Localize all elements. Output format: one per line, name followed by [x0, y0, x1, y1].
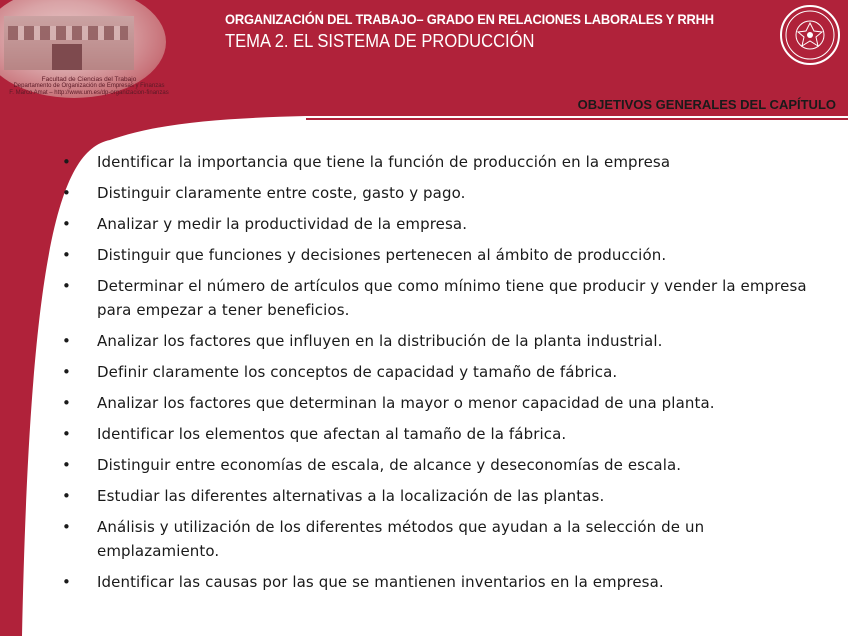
- list-item: • Identificar las causas por las que se mantienen inventarios en la empresa.: [62, 570, 822, 594]
- university-seal-icon: [779, 4, 841, 66]
- faculty-name: Facultad de Ciencias del Trabajo: [41, 76, 137, 83]
- list-item: • Identificar los elementos que afectan al tamaño de la fábrica.: [62, 422, 822, 446]
- building-entrance: [52, 44, 82, 70]
- list-item: • Distinguir claramente entre coste, gasto y pago.: [62, 181, 822, 205]
- slide-header-titles: [225, 11, 756, 52]
- list-item: • Determinar el número de artículos que como mínimo tiene que producir y vender la empresa para empezar a tener beneficios.: [62, 274, 822, 322]
- topic-title: TEMA 2. EL SISTEMA DE PRODUCCIÓN: [225, 31, 535, 51]
- section-divider: [306, 118, 848, 120]
- building-windows: [8, 26, 128, 40]
- list-item: • Analizar los factores que determinan la mayor o menor capacidad de una planta.: [62, 391, 822, 415]
- author-url: F. Marco Amat – http://www.um.es/dp-organizacion-finanzas: [9, 90, 169, 96]
- list-item: • Distinguir entre economías de escala, de alcance y deseconomías de escala.: [62, 453, 822, 477]
- list-item: • Estudiar las diferentes alternativas a la localización de las plantas.: [62, 484, 822, 508]
- faculty-info: [4, 76, 174, 97]
- list-item: • Analizar y medir la productividad de la empresa.: [62, 212, 822, 236]
- section-title: OBJETIVOS GENERALES DEL CAPÍTULO: [577, 97, 836, 112]
- objectives-list: [62, 150, 822, 601]
- department-name: Departamento de Organización de Empresas y Finanzas: [13, 83, 165, 89]
- list-item: • Definir claramente los conceptos de capacidad y tamaño de fábrica.: [62, 360, 822, 384]
- list-item: • Distinguir que funciones y decisiones pertenecen al ámbito de producción.: [62, 243, 822, 267]
- list-item: • Análisis y utilización de los diferentes métodos que ayudan a la selección de un emplazamiento.: [62, 515, 822, 563]
- list-item: • Analizar los factores que influyen en la distribución de la planta industrial.: [62, 329, 822, 353]
- list-item: • Identificar la importancia que tiene la función de producción en la empresa: [62, 150, 822, 174]
- course-title: ORGANIZACIÓN DEL TRABAJO– GRADO EN RELACIONES LABORALES Y RRHH: [225, 11, 714, 27]
